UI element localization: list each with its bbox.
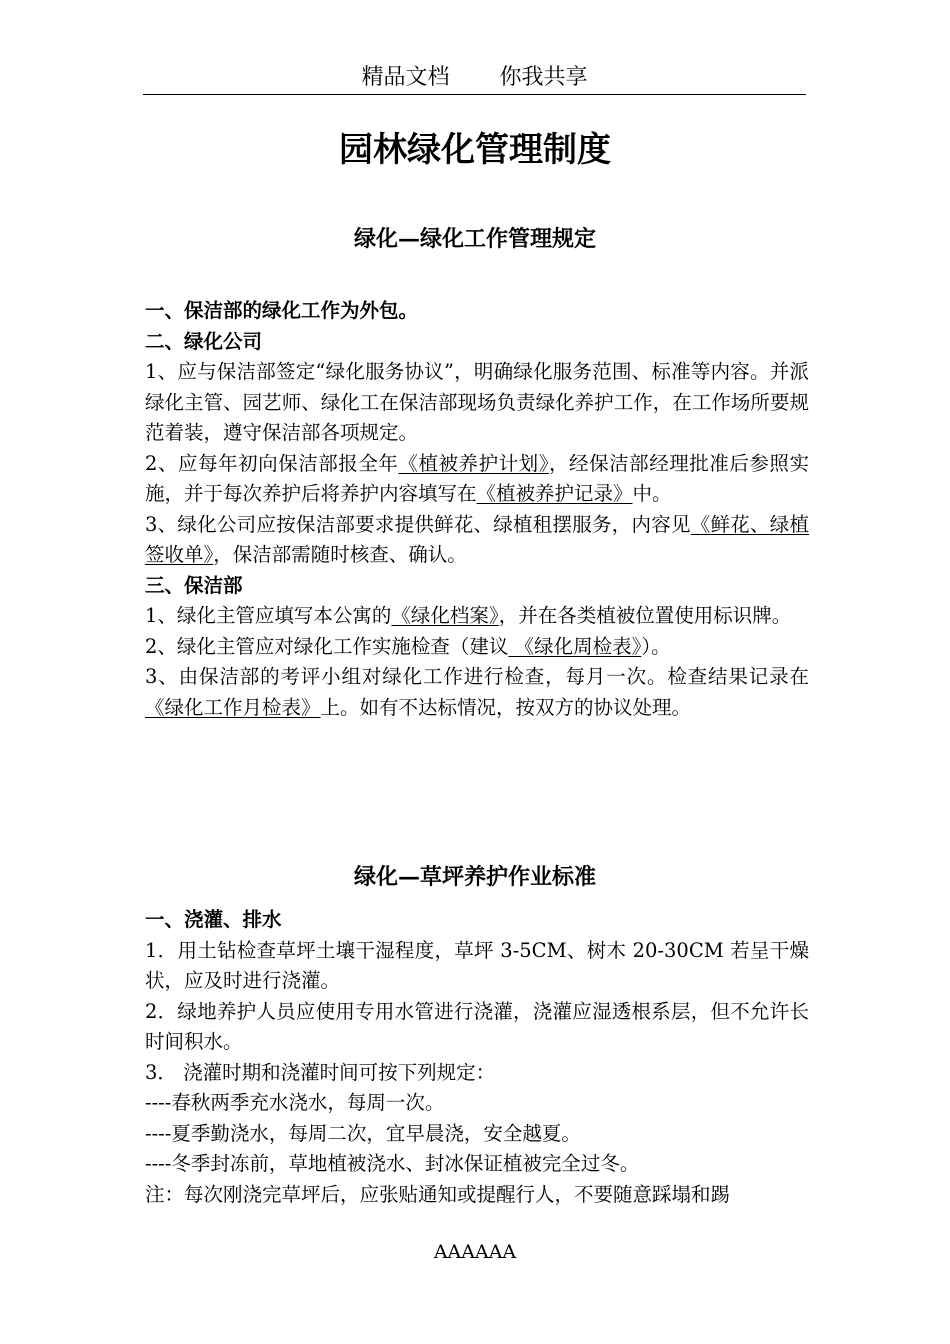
section1-paragraph-2 [145,449,809,510]
section2-paragraph-4: ----春秋两季充水浇水，每周一次。 [145,1091,445,1114]
section1-paragraph-3 [145,510,809,571]
section2-note: 注：每次刚浇完草坪后，应张贴通知或提醒行人，不要随意踩塌和踢 [145,1182,731,1206]
section2-paragraph-5: ----夏季勤浇水，每周二次，宜早晨浇，安全越夏。 [145,1121,581,1145]
link-monthly-check-form[interactable]: 《绿化工作月检表》 [145,695,321,719]
section2-heading: 绿化—草坪养护作业标准 [353,864,596,890]
text-run: 3、由保洁部的考评小组对绿化工作进行检查，每月一次。检查结果记录在 [145,665,809,688]
text-run: ）。 [641,634,671,658]
section1-heading: 绿化—绿化工作管理规定 [353,226,596,252]
section1-paragraph-4 [145,601,809,632]
page-header [143,62,806,95]
section2-paragraph-2: 2．绿地养护人员应使用专用水管进行浇灌，浇灌应湿透根系层，但不允许长时间积水。 [145,999,809,1053]
text-run: ，保洁部需随时核查、确认。 [213,543,467,566]
link-weekly-check-form[interactable]: 《绿化周检表》 [508,634,642,658]
text-run: 中。 [632,482,672,505]
section2-body [145,905,809,1210]
section2-item-1-heading: 一、浇灌、排水 [145,908,282,931]
text-run: ，并在各类植被位置使用标识牌。 [498,604,792,627]
section1-item-1-heading: 一、保洁部的绿化工作为外包。 [145,299,419,322]
link-plan-document[interactable]: 《植被养护计划》 [398,451,549,475]
section1-paragraph-5 [145,632,809,663]
link-receipt-form[interactable]: 《鲜花、绿植签收单》 [145,512,809,566]
text-run: 2、应每年初向保洁部报全年 [145,451,399,475]
section2-paragraph-3: 3． 浇灌时期和浇灌时间可按下列规定： [145,1060,496,1084]
link-record-document[interactable]: 《植被养护记录》 [476,482,633,505]
section2-paragraph-1: 1．用土钻检查草坪土壤干湿程度，草坪 3-5CM、树木 20-30CM 若呈干燥状，应及时进行浇灌。 [145,938,809,992]
text-run: 2、绿化主管应对绿化工作实施检查（建议 [145,634,509,658]
link-greening-archive[interactable]: 《绿化档案》 [391,604,499,627]
section2-paragraph-6: ----冬季封冻前，草地植被浇水、封冰保证植被完全过冬。 [145,1152,640,1175]
text-run: 1、绿化主管应填写本公寓的 [145,604,392,627]
section1-paragraph-1: 1、应与保洁部签定“绿化服务协议”，明确绿化服务范围、标准等内容。并派绿化主管、园艺师、绿化工在保洁部现场负责绿化养护工作，在工作场所要规范着装，遵守保洁部各项规定。 [145,360,809,444]
section1-body [145,296,809,723]
text-run: 上。如有不达标情况，按双方的协议处理。 [320,695,692,719]
page-footer: AAAAAA [433,1241,517,1263]
section1-paragraph-6 [145,662,809,723]
section1-item-2-heading: 二、绿化公司 [145,329,263,353]
text-run: ，经保洁部经理批准后参照实施，并于每次养护后将养护内容填写在 [145,451,809,505]
document-title: 园林绿化管理制度 [339,130,611,170]
text-run: 3、绿化公司应按保洁部要求提供鲜花、绿植租摆服务，内容见 [145,512,691,536]
header-left-text: 精品文档 [361,65,450,90]
header-right-text: 你我共享 [499,65,588,90]
section1-item-3-heading: 三、保洁部 [145,573,243,597]
